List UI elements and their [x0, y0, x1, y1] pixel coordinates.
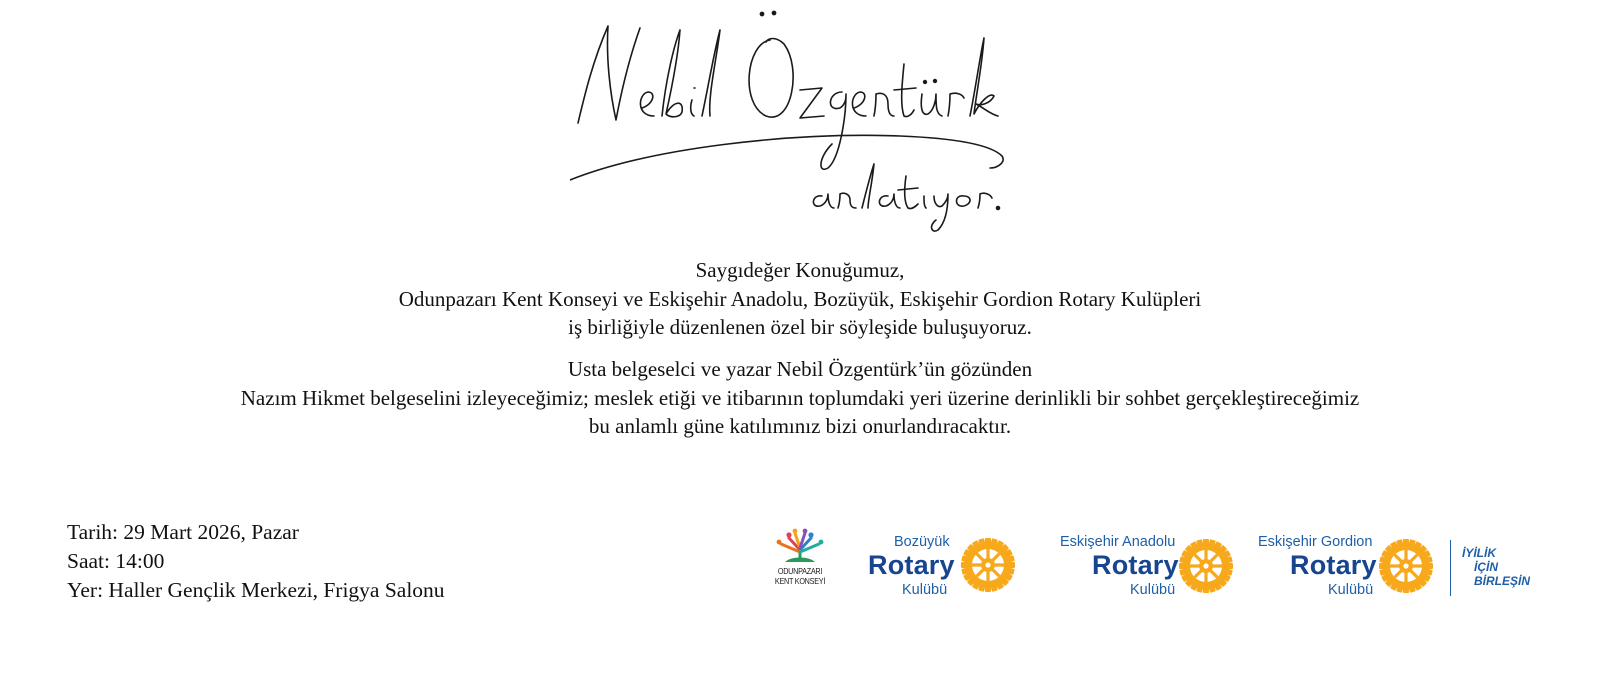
invitation-paragraph-2 [0, 355, 1600, 441]
event-place: Yer: Haller Gençlik Merkezi, Frigya Salonu [67, 578, 445, 602]
rotary-club-label: Kulübü [1328, 582, 1374, 598]
motto-line-1: İYİLİK [1462, 546, 1497, 560]
rotary-wheel-icon [1378, 538, 1434, 594]
program-line: Nazım Hikmet belgeselini izleyeceğimiz; meslek etiği ve itibarının toplumdaki yeri üzerine derinlikli bir sohbet gerçekleştireceğimiz [240, 385, 1360, 410]
kent-konseyi-line-1: ODUNPAZARI [777, 566, 823, 576]
logo-divider [1450, 540, 1451, 596]
people-tree-icon [773, 528, 827, 566]
event-time: Saat: 14:00 [67, 549, 165, 573]
odunpazari-kent-konseyi-logo [770, 528, 830, 586]
rotary-city-label: Eskişehir Gordion [1258, 534, 1373, 550]
meeting-line: iş birliğiyle düzenlenen özel bir söyleşide buluşuyoruz. [568, 315, 1032, 339]
motto-line-3: BİRLEŞİN [1474, 574, 1531, 588]
eskisehir-gordion-rotary-logo [1258, 532, 1448, 602]
bozuyuk-rotary-logo [868, 532, 1018, 602]
rotary-wordmark: Rotary [1092, 550, 1179, 580]
rotary-wheel-icon [960, 537, 1016, 593]
rotary-motto [1462, 546, 1530, 588]
organizers-line: Odunpazarı Kent Konseyi ve Eskişehir Anadolu, Bozüyük, Eskişehir Gordion Rotary Kulüpleri [398, 286, 1202, 311]
rotary-city-label: Bozüyük [894, 534, 950, 550]
sponsor-logos [0, 520, 1600, 630]
kent-konseyi-line-2: KENT KONSEYİ [774, 576, 826, 586]
rotary-wordmark: Rotary [1290, 550, 1377, 580]
motto-line-2: İÇİN [1474, 560, 1498, 574]
rotary-club-label: Kulübü [1130, 582, 1176, 598]
invitation-paragraph-1 [0, 256, 1600, 342]
rotary-wordmark: Rotary [868, 550, 955, 580]
signature-nebil-ozgenturk [570, 8, 1020, 233]
speaker-line: Usta belgeselci ve yazar Nebil Özgentürk’ün gözünden [567, 357, 1033, 381]
event-date: Tarih: 29 Mart 2026, Pazar [67, 520, 299, 544]
eskisehir-anadolu-rotary-logo [1060, 532, 1230, 602]
closing-line: bu anlamlı güne katılımınız bizi onurlandıracaktır. [588, 414, 1012, 438]
rotary-city-label: Eskişehir Anadolu [1060, 534, 1176, 550]
rotary-club-label: Kulübü [902, 582, 948, 598]
greeting-line: Saygıdeğer Konuğumuz, [695, 258, 905, 282]
rotary-wheel-icon [1178, 538, 1234, 594]
